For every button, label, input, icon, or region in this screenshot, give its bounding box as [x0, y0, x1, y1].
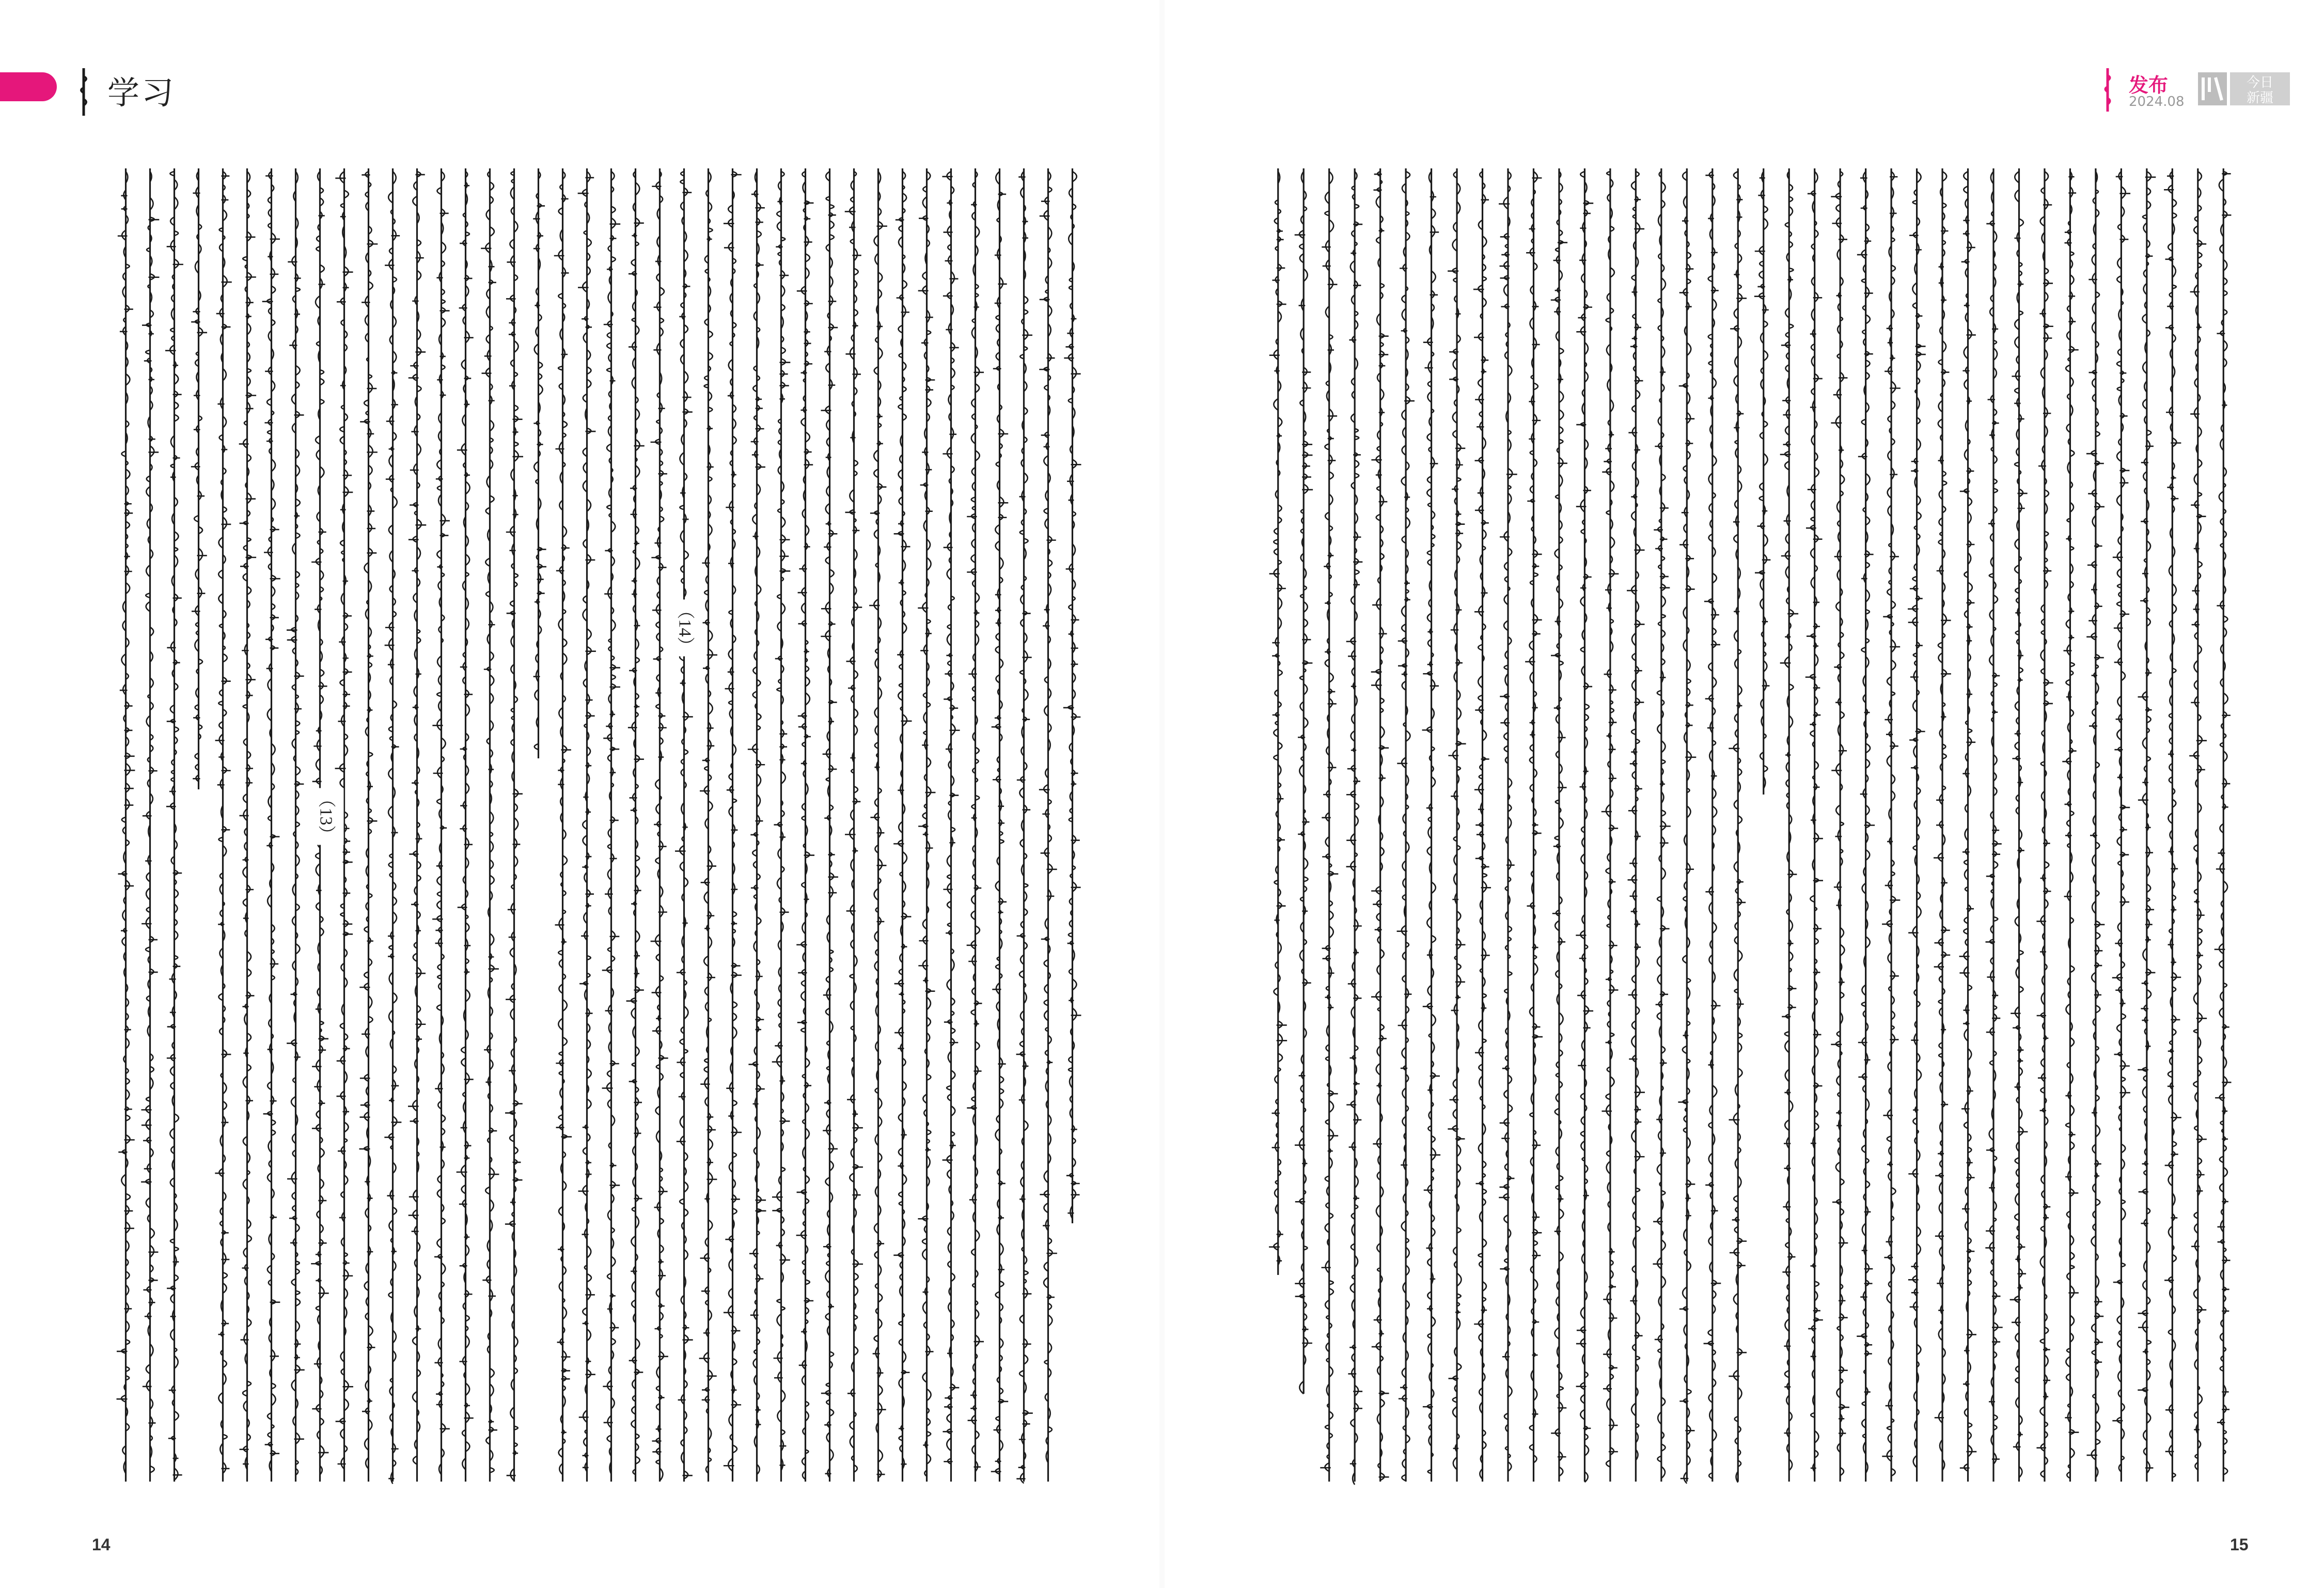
text-column [1985, 168, 2002, 1482]
text-column [408, 168, 426, 1482]
text-column [2036, 168, 2053, 1482]
text-column [2062, 168, 2079, 1482]
text-column [1295, 168, 1313, 1394]
right-body-text [1265, 164, 2236, 1487]
section-title: 学习 [107, 74, 176, 112]
text-column [505, 168, 523, 1482]
text-column [117, 168, 135, 1482]
text-column [1371, 168, 1389, 1482]
text-column [869, 168, 887, 1482]
text-column [1857, 168, 1875, 1482]
section-tab-marker [0, 72, 57, 101]
section-number-13: （13） [312, 788, 344, 845]
text-column [626, 168, 645, 1482]
issue-date: 2024.08 [2129, 94, 2185, 110]
mongolian-section-mark-icon [77, 66, 90, 118]
text-column [1397, 168, 1415, 1482]
text-column [1551, 168, 1567, 1482]
text-column [724, 168, 742, 1482]
text-column [893, 168, 912, 1482]
text-column [651, 168, 668, 1482]
text-column [384, 168, 401, 1484]
text-column [262, 168, 280, 1482]
text-column [845, 168, 863, 1482]
text-column [2215, 168, 2232, 1482]
text-column [1780, 168, 1798, 1482]
text-column [2164, 168, 2181, 1482]
text-column [2010, 168, 2028, 1482]
text-column [165, 168, 183, 1482]
mongolian-publisher-mark-icon [2102, 66, 2113, 114]
text-column [675, 168, 693, 1482]
text-column [2189, 168, 2207, 1482]
text-column [967, 168, 984, 1482]
text-column [1422, 168, 1441, 1482]
text-column [991, 168, 1009, 1482]
text-column [699, 168, 717, 1482]
section-number-14: （14） [671, 600, 703, 657]
left-body-text [114, 164, 1085, 1487]
text-column [533, 168, 546, 758]
text-column [215, 168, 231, 1482]
text-column [1063, 168, 1081, 1223]
text-column [359, 168, 378, 1482]
logo-subtext: 新疆 [2246, 90, 2274, 106]
right-text-columns [1265, 164, 2236, 1487]
text-column [1729, 168, 1747, 1483]
text-column [1269, 168, 1287, 1275]
text-column [1525, 168, 1543, 1482]
text-column [796, 168, 814, 1482]
text-column [1320, 168, 1338, 1482]
text-column [287, 168, 305, 1482]
publisher-label: 发布 [2129, 74, 2169, 97]
text-column [2138, 168, 2156, 1482]
text-column [1627, 168, 1645, 1482]
text-column [1653, 168, 1670, 1482]
text-column [554, 168, 572, 1482]
text-column [191, 168, 207, 789]
text-column [239, 168, 256, 1482]
text-column [578, 168, 596, 1482]
left-text-columns [114, 164, 1085, 1487]
right-page-header [2102, 62, 2309, 119]
text-column [1882, 168, 1901, 1482]
text-column [1678, 168, 1696, 1484]
text-column [918, 168, 935, 1482]
text-column [1704, 168, 1721, 1482]
text-column [1016, 168, 1033, 1483]
text-column [821, 168, 838, 1482]
text-column [748, 168, 766, 1482]
logo-text: 今日 [2246, 75, 2274, 90]
jinri-xinjiang-logo [2198, 69, 2291, 108]
text-column [942, 168, 960, 1482]
text-column [1831, 168, 1849, 1482]
page-number-left: 14 [92, 1535, 111, 1554]
text-column [1576, 168, 1593, 1482]
text-column [1908, 168, 1926, 1482]
text-column [481, 168, 499, 1482]
text-column [1754, 168, 1771, 795]
text-column [1473, 168, 1491, 1482]
text-column [457, 168, 474, 1482]
text-column [1039, 168, 1057, 1482]
text-column [1805, 168, 1823, 1482]
text-column [141, 168, 159, 1482]
text-column [2112, 168, 2130, 1482]
text-column [1934, 168, 1951, 1482]
page-gutter [1159, 0, 1165, 1588]
text-column [1346, 168, 1363, 1485]
text-column [602, 168, 621, 1482]
text-column [1601, 168, 1619, 1482]
text-column [432, 168, 450, 1482]
text-column [1448, 168, 1466, 1482]
text-column [2086, 168, 2105, 1482]
text-column [772, 168, 791, 1482]
text-column [1959, 168, 1977, 1482]
text-column [1499, 168, 1517, 1482]
page-number-right: 15 [2230, 1535, 2249, 1554]
